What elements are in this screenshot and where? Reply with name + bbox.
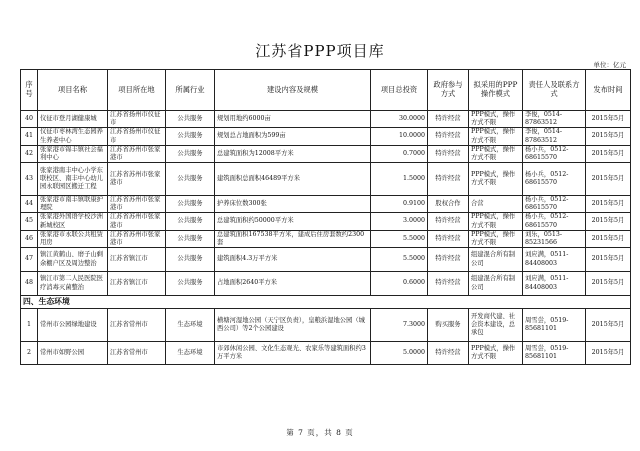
cell-location: 江苏省常州市 xyxy=(108,342,166,365)
cell-content: 总建筑面积为12008平方米 xyxy=(215,145,371,162)
cell-contact: 刘乐，0513-85231566 xyxy=(523,230,586,247)
unit-label: 单位：亿元 xyxy=(593,61,626,69)
cell-no: 40 xyxy=(21,111,38,128)
table-row xyxy=(21,342,631,365)
cell-name: 张家港市锦丰镇社会福利中心 xyxy=(38,145,108,162)
header-no: 序号 xyxy=(21,70,38,111)
cell-location: 江苏省苏州市张家港市 xyxy=(108,145,166,162)
cell-content: 总建筑面积约50000平方米 xyxy=(215,213,371,230)
header-mode: 拟采用的PPP操作模式 xyxy=(469,70,523,111)
cell-gov-role: 特许经营 xyxy=(428,342,469,365)
cell-gov-role: 特许经营 xyxy=(428,145,469,162)
header-investment: 项目总投资 xyxy=(371,70,428,111)
cell-name: 仪征市登月湖健康城 xyxy=(38,111,108,128)
header-industry: 所属行业 xyxy=(166,70,215,111)
cell-investment: 30.0000 xyxy=(371,111,428,128)
cell-location: 江苏省扬州市仪征市 xyxy=(108,111,166,128)
cell-industry: 公共服务 xyxy=(166,163,215,196)
table-row xyxy=(21,248,631,272)
cell-investment: 0.6000 xyxy=(371,272,428,296)
cell-industry: 公共服务 xyxy=(166,111,215,128)
cell-industry: 公共服务 xyxy=(166,248,215,272)
cell-date: 2015年5月 xyxy=(586,230,631,247)
cell-investment: 0.9100 xyxy=(371,196,428,213)
cell-content: 建筑面积总面积46489平方米 xyxy=(215,163,371,196)
cell-gov-role: 特许经营 xyxy=(428,128,469,145)
cell-investment: 7.3000 xyxy=(371,309,428,342)
cell-location: 江苏省苏州市张家港市 xyxy=(108,230,166,247)
cell-no: 41 xyxy=(21,128,38,145)
cell-gov-role: 特许经营 xyxy=(428,248,469,272)
cell-industry: 公共服务 xyxy=(166,213,215,230)
cell-date: 2015年5月 xyxy=(586,128,631,145)
cell-name: 张家港南丰中心小学东联校区、南丰中心幼儿园永联园区搬迁工程 xyxy=(38,163,108,196)
cell-contact: 李俊，0514-87863512 xyxy=(523,128,586,145)
cell-name: 镇江市第二人民医院医疗消毒灭菌整治 xyxy=(38,272,108,296)
header-content: 建设内容及规模 xyxy=(215,70,371,111)
cell-name: 镇江黄鹤山、磨子山剩余棚户区及周边整治 xyxy=(38,248,108,272)
cell-investment: 5.5000 xyxy=(371,248,428,272)
cell-gov-role: 股权合作 xyxy=(428,196,469,213)
table-row xyxy=(21,309,631,342)
header-contact: 责任人及联系方式 xyxy=(523,70,586,111)
cell-gov-role: 特许经营 xyxy=(428,213,469,230)
cell-industry: 公共服务 xyxy=(166,272,215,296)
cell-name: 仪征市枣林湾生态园养生养老中心 xyxy=(38,128,108,145)
cell-content: 规划用地约6000亩 xyxy=(215,111,371,128)
cell-contact: 周雪尝，0519-85681101 xyxy=(523,342,586,365)
cell-content: 建筑面积4.3万平方米 xyxy=(215,248,371,272)
cell-industry: 公共服务 xyxy=(166,145,215,162)
cell-no: 2 xyxy=(21,342,38,365)
header-gov-role: 政府参与方式 xyxy=(428,70,469,111)
cell-no: 46 xyxy=(21,230,38,247)
cell-date: 2015年5月 xyxy=(586,309,631,342)
cell-date: 2015年5月 xyxy=(586,213,631,230)
cell-mode: PPP模式，操作方式不限 xyxy=(469,111,523,128)
cell-investment: 1.5000 xyxy=(371,163,428,196)
cell-mode: PPP模式，操作方式不限 xyxy=(469,128,523,145)
cell-no: 48 xyxy=(21,272,38,296)
cell-contact: 周雪尝，0519-85681101 xyxy=(523,309,586,342)
cell-mode: PPP模式，操作方式不限 xyxy=(469,213,523,230)
cell-no: 47 xyxy=(21,248,38,272)
cell-no: 45 xyxy=(21,213,38,230)
cell-no: 1 xyxy=(21,309,38,342)
cell-mode: 组建混合所有制公司 xyxy=(469,248,523,272)
cell-gov-role: 特许经营 xyxy=(428,272,469,296)
cell-no: 43 xyxy=(21,163,38,196)
cell-gov-role: 特许经营 xyxy=(428,230,469,247)
cell-mode: PPP模式，操作方式不限 xyxy=(469,230,523,247)
table-row xyxy=(21,230,631,247)
cell-location: 江苏省常州市 xyxy=(108,309,166,342)
cell-mode: 开发商代建、社会资本建设，总承包 xyxy=(469,309,523,342)
cell-date: 2015年5月 xyxy=(586,163,631,196)
cell-industry: 生态环境 xyxy=(166,342,215,365)
table-row xyxy=(21,196,631,213)
cell-gov-role: 购买服务 xyxy=(428,309,469,342)
cell-location: 江苏省苏州市张家港市 xyxy=(108,163,166,196)
cell-date: 2015年5月 xyxy=(586,342,631,365)
table-row xyxy=(21,128,631,145)
header-date: 发布时间 xyxy=(586,70,631,111)
cell-contact: 杨小兵，0512-68615570 xyxy=(523,145,586,162)
cell-content: 规划总占地面积为599亩 xyxy=(215,128,371,145)
cell-no: 42 xyxy=(21,145,38,162)
cell-name: 常州市如野公园 xyxy=(38,342,108,365)
page-footer: 第 7 页，共 8 页 xyxy=(286,428,354,437)
table-row xyxy=(21,213,631,230)
cell-investment: 0.7000 xyxy=(371,145,428,162)
cell-no: 44 xyxy=(21,196,38,213)
cell-location: 江苏省扬州市仪征市 xyxy=(108,128,166,145)
cell-contact: 杨小兵，0512-68615570 xyxy=(523,196,586,213)
cell-content: 护养床位数300张 xyxy=(215,196,371,213)
cell-content: 占地面积2640平方米 xyxy=(215,272,371,296)
cell-gov-role: 特许经营 xyxy=(428,163,469,196)
cell-name: 常州市公园绿地建设 xyxy=(38,309,108,342)
cell-industry: 公共服务 xyxy=(166,196,215,213)
cell-content: 总建筑面积167538平方米，建成后住房套数约2300套 xyxy=(215,230,371,247)
ppp-project-table xyxy=(20,69,631,365)
cell-date: 2015年5月 xyxy=(586,111,631,128)
table-row xyxy=(21,111,631,128)
page-title: 江苏省PPP项目库 xyxy=(255,42,385,60)
table-row xyxy=(21,272,631,296)
cell-mode: 合营 xyxy=(469,196,523,213)
cell-gov-role: 特许经营 xyxy=(428,111,469,128)
cell-contact: 杨小兵，0512-68615570 xyxy=(523,163,586,196)
cell-contact: 刘应满，0511-84408003 xyxy=(523,248,586,272)
cell-industry: 生态环境 xyxy=(166,309,215,342)
cell-mode: PPP模式，操作方式不限 xyxy=(469,145,523,162)
cell-mode: PPP模式，操作方式不限 xyxy=(469,342,523,365)
cell-investment: 5.0000 xyxy=(371,342,428,365)
table-row xyxy=(21,163,631,196)
cell-contact: 李俊，0514-87863512 xyxy=(523,111,586,128)
cell-industry: 公共服务 xyxy=(166,128,215,145)
section-row xyxy=(21,296,631,309)
header-location: 项目所在地 xyxy=(108,70,166,111)
cell-date: 2015年5月 xyxy=(586,196,631,213)
cell-name: 张家港市南丰镇联康护理院 xyxy=(38,196,108,213)
cell-mode: PPP模式，操作方式不限 xyxy=(469,163,523,196)
cell-investment: 3.0000 xyxy=(371,213,428,230)
cell-date: 2015年5月 xyxy=(586,145,631,162)
cell-investment: 10.0000 xyxy=(371,128,428,145)
cell-date: 2015年5月 xyxy=(586,248,631,272)
section-title: 四、生态环境 xyxy=(21,296,631,309)
cell-content: 横塘河湿地公园（天宁区负责），皇粮浜湿地公园（城西公司）等2个公园建设 xyxy=(215,309,371,342)
cell-location: 江苏省苏州市张家港市 xyxy=(108,196,166,213)
cell-industry: 公共服务 xyxy=(166,230,215,247)
cell-name: 张家港外国语学校沙洲新城校区 xyxy=(38,213,108,230)
cell-contact: 刘应满，0511-84408003 xyxy=(523,272,586,296)
cell-date: 2015年5月 xyxy=(586,272,631,296)
cell-location: 江苏省镇江市 xyxy=(108,272,166,296)
table-header-row xyxy=(21,70,631,111)
cell-name: 张家港市永联公共租赁用房 xyxy=(38,230,108,247)
cell-content: 市郊休闲公园、文化生态观光、农家乐等建筑面积约3万平方米 xyxy=(215,342,371,365)
cell-investment: 5.5000 xyxy=(371,230,428,247)
cell-contact: 杨小兵，0512-68615570 xyxy=(523,213,586,230)
table-row xyxy=(21,145,631,162)
cell-location: 江苏省镇江市 xyxy=(108,248,166,272)
cell-location: 江苏省苏州市张家港市 xyxy=(108,213,166,230)
cell-mode: 组建混合所有制公司 xyxy=(469,272,523,296)
header-name: 项目名称 xyxy=(38,70,108,111)
